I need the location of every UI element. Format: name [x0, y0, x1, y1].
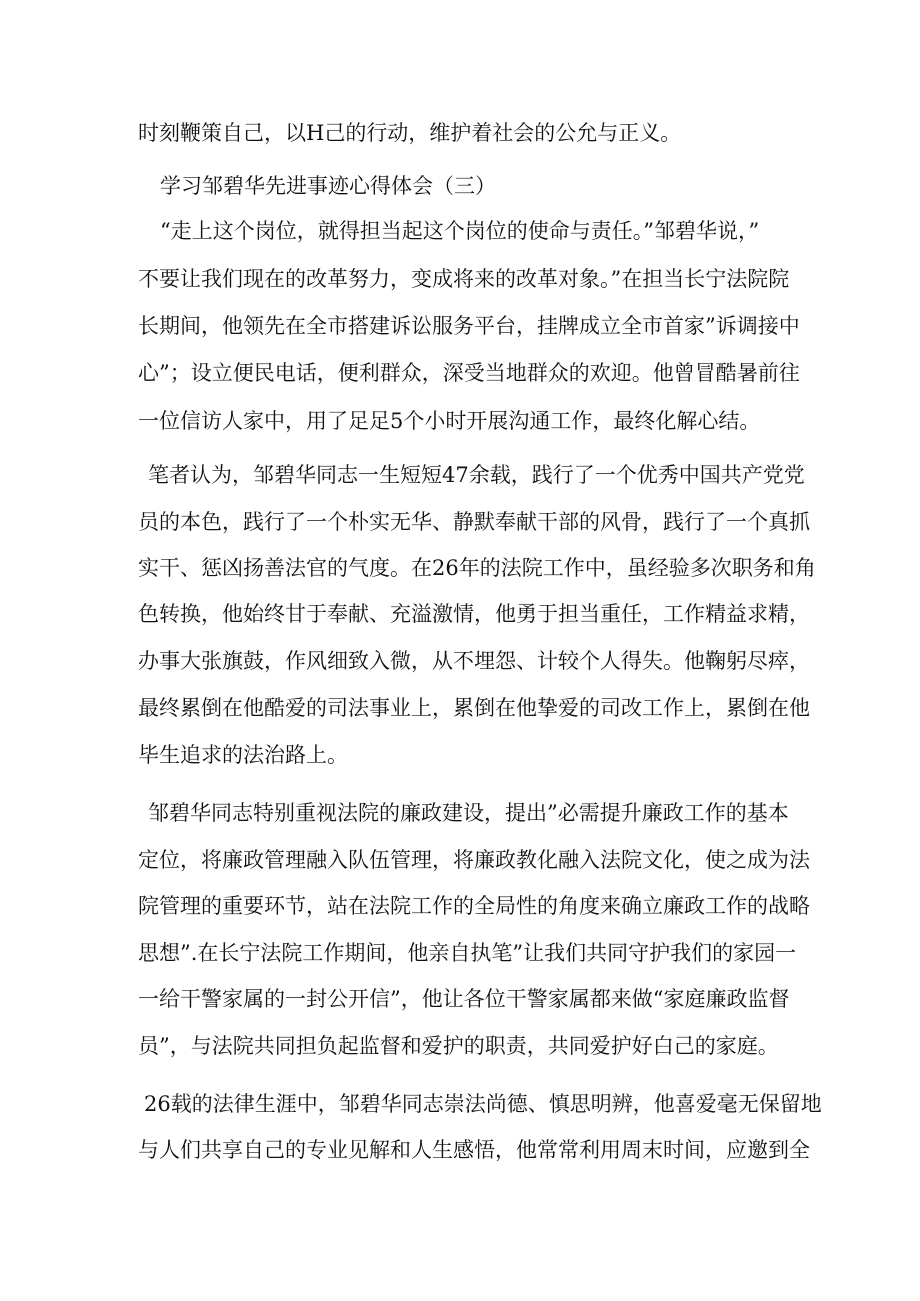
text-line: 办事大张旗鼓，作风细致入微，从不埋怨、计较个人得失。他鞠躬尽瘁，: [138, 649, 810, 673]
text-line: 最终累倒在他酷爱的司法事业上，累倒在他挚爱的司改工作上，累倒在他: [138, 696, 810, 720]
text-line: 一位信访人家中，用了足足5个小时开展沟通工作，最终化解心结。: [138, 409, 761, 433]
text-line: 色转换，他始终甘于奉献、充溢激情，他勇于担当重任，工作精益求精，: [138, 602, 810, 626]
text-line: 定位，将廉政管理融入队伍管理，将廉政教化融入法院文化，使之成为法: [138, 848, 810, 872]
text-line: 员”，与法院共同担负起监督和爱护的职责，共同爱护好白己的家庭。: [138, 1034, 779, 1058]
text-line: 时刻鞭策自己，以H己的行动，维护着社会的公允与正义。: [138, 121, 682, 145]
text-line: “走上这个岗位，就得担当起这个岗位的使命与责任。”邹碧华说，”: [160, 219, 760, 243]
text-line: 不要让我们现在的改革努力，变成将来的改革对象。”在担当长宁法院院: [138, 267, 790, 291]
text-line: 笔者认为，邹碧华同志一生短短47余载，践行了一个优秀中国共产党党: [148, 463, 805, 487]
text-line: 与人们共享自己的专业见解和人生感悟，他常常利用周末时间，应邀到全: [138, 1138, 810, 1162]
text-line: 一给干警家属的一封公开信”，他让各位干警家属都来做“家庭廉政监督: [138, 987, 790, 1011]
text-line: 26载的法律生涯中，邹碧华同志崇法尚德、慎思明辨，他喜爱毫无保留地: [144, 1092, 822, 1116]
text-line: 毕生追求的法治路上。: [138, 743, 348, 767]
text-line: 院管理的重要环节，站在法院工作的全局性的角度来确立廉政工作的战略: [138, 894, 810, 918]
text-line: 思想”.在长宁法院工作期间，他亲自执笔”让我们共同守护我们的家园一: [138, 941, 797, 965]
section-heading: 学习邹碧华先进事迹心得体会（三）: [160, 174, 496, 198]
text-line: 心”；设立便民电话，便利群众，深受当地群众的欢迎。他曾冒酷暑前往: [138, 361, 800, 385]
text-line: 长期间，他领先在全市搭建诉讼服务平台，挂牌成立全市首家”诉调接中: [138, 314, 800, 338]
text-line: 员的本色，践行了一个朴实无华、静默奉献干部的风骨，践行了一个真抓: [138, 510, 810, 534]
text-line: 邹碧华同志特别重视法院的廉政建设，提出”必需提升廉政工作的基本: [148, 801, 789, 825]
text-line: 实干、惩凶扬善法官的气度。在26年的法院工作中，虽经验多次职务和角: [138, 556, 816, 580]
